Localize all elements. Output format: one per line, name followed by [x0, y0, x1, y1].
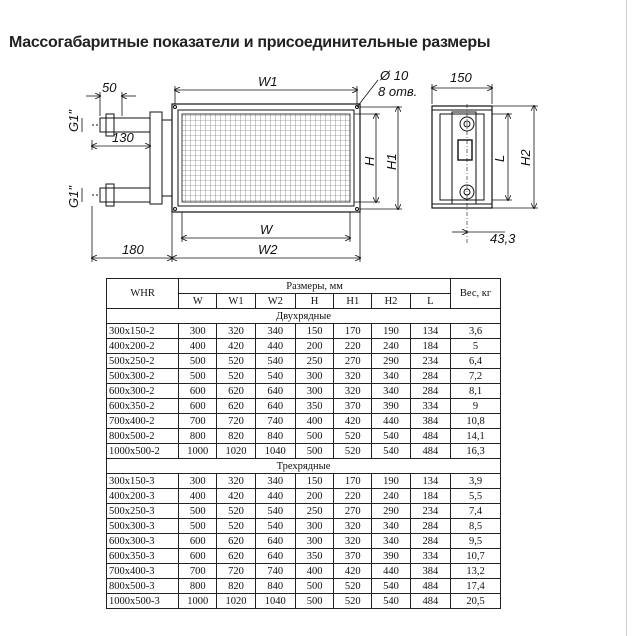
cell-h: 300 — [295, 534, 333, 549]
table-row — [107, 324, 501, 339]
cell-w2: 540 — [255, 354, 295, 369]
cell-model: 800x500-3 — [107, 579, 179, 594]
table-row — [107, 519, 501, 534]
cell-h: 500 — [295, 444, 333, 459]
cell-w: 600 — [179, 534, 217, 549]
cell-weight: 5,5 — [451, 489, 501, 504]
header-col-w1: W1 — [217, 294, 255, 309]
cell-w1: 520 — [217, 504, 255, 519]
cell-weight: 5 — [451, 339, 501, 354]
cell-weight: 9,5 — [451, 534, 501, 549]
cell-weight: 13,2 — [451, 564, 501, 579]
cell-h2: 540 — [372, 579, 410, 594]
table-group-row — [107, 459, 501, 474]
cell-l: 284 — [410, 534, 450, 549]
cell-w2: 740 — [255, 414, 295, 429]
cell-h: 350 — [295, 549, 333, 564]
cell-weight: 17,4 — [451, 579, 501, 594]
cell-h: 250 — [295, 354, 333, 369]
cell-w: 300 — [179, 324, 217, 339]
cell-w: 600 — [179, 399, 217, 414]
cell-w1: 620 — [217, 534, 255, 549]
cell-h1: 520 — [334, 444, 372, 459]
cell-model: 1000x500-2 — [107, 444, 179, 459]
cell-l: 184 — [410, 339, 450, 354]
cell-weight: 7,2 — [451, 369, 501, 384]
cell-w2: 840 — [255, 429, 295, 444]
label-l: L — [492, 154, 507, 162]
cell-h2: 540 — [372, 594, 410, 609]
cell-w1: 620 — [217, 384, 255, 399]
header-dimensions-group: Размеры, мм — [179, 279, 451, 294]
cell-l: 334 — [410, 549, 450, 564]
cell-l: 384 — [410, 414, 450, 429]
table-row — [107, 564, 501, 579]
cell-h1: 320 — [334, 534, 372, 549]
label-43-3: 43,3 — [490, 231, 516, 246]
cell-weight: 8,1 — [451, 384, 501, 399]
header-weight: Вес, кг — [451, 279, 501, 309]
side-view — [432, 104, 492, 244]
cell-h1: 170 — [334, 324, 372, 339]
label-h: H — [362, 156, 377, 166]
cell-h2: 390 — [372, 549, 410, 564]
cell-weight: 3,6 — [451, 324, 501, 339]
cell-weight: 3,9 — [451, 474, 501, 489]
cell-model: 600x350-2 — [107, 399, 179, 414]
cell-w: 500 — [179, 519, 217, 534]
cell-w1: 1020 — [217, 594, 255, 609]
cell-model: 700x400-2 — [107, 414, 179, 429]
header-model: WHR — [107, 279, 179, 309]
cell-w1: 1020 — [217, 444, 255, 459]
label-h1: H1 — [384, 153, 399, 170]
cell-w1: 620 — [217, 549, 255, 564]
cell-weight: 7,4 — [451, 504, 501, 519]
table-row — [107, 474, 501, 489]
label-w2: W2 — [258, 242, 278, 257]
cell-h: 350 — [295, 399, 333, 414]
cell-weight: 20,5 — [451, 594, 501, 609]
label-w1: W1 — [258, 74, 278, 89]
cell-l: 484 — [410, 579, 450, 594]
label-w: W — [260, 222, 273, 237]
cell-h2: 340 — [372, 519, 410, 534]
cell-w: 700 — [179, 414, 217, 429]
cell-h: 500 — [295, 579, 333, 594]
cell-h2: 290 — [372, 504, 410, 519]
table-row — [107, 489, 501, 504]
table-group-row — [107, 309, 501, 324]
header-col-w: W — [179, 294, 217, 309]
cell-h1: 170 — [334, 474, 372, 489]
cell-w1: 820 — [217, 579, 255, 594]
label-50: 50 — [102, 80, 117, 95]
cell-w1: 720 — [217, 564, 255, 579]
cell-w1: 420 — [217, 339, 255, 354]
cell-h2: 390 — [372, 399, 410, 414]
cell-h: 150 — [295, 324, 333, 339]
cell-model: 600x350-3 — [107, 549, 179, 564]
cell-w1: 320 — [217, 324, 255, 339]
group-label: Трехрядные — [107, 459, 501, 474]
cell-w2: 340 — [255, 324, 295, 339]
header-col-h: H — [295, 294, 333, 309]
cell-model: 1000x500-3 — [107, 594, 179, 609]
cell-l: 484 — [410, 594, 450, 609]
cell-h2: 190 — [372, 474, 410, 489]
cell-h: 400 — [295, 564, 333, 579]
cell-w2: 1040 — [255, 594, 295, 609]
cell-w2: 840 — [255, 579, 295, 594]
cell-model: 800x500-2 — [107, 429, 179, 444]
label-holes-count: 8 отв. — [378, 84, 418, 99]
cell-model: 600x300-3 — [107, 534, 179, 549]
cell-w: 1000 — [179, 444, 217, 459]
cell-weight: 16,3 — [451, 444, 501, 459]
cell-h1: 220 — [334, 339, 372, 354]
cell-l: 134 — [410, 324, 450, 339]
cell-w1: 820 — [217, 429, 255, 444]
cell-weight: 10,8 — [451, 414, 501, 429]
header-col-h2: H2 — [372, 294, 410, 309]
cell-h1: 370 — [334, 549, 372, 564]
cell-w1: 520 — [217, 369, 255, 384]
cell-l: 184 — [410, 489, 450, 504]
cell-h2: 340 — [372, 384, 410, 399]
cell-model: 500x300-2 — [107, 369, 179, 384]
cell-h1: 270 — [334, 504, 372, 519]
cell-w: 700 — [179, 564, 217, 579]
cell-h1: 320 — [334, 384, 372, 399]
cell-h: 200 — [295, 489, 333, 504]
cell-w2: 440 — [255, 339, 295, 354]
cell-h2: 440 — [372, 564, 410, 579]
cell-w: 400 — [179, 489, 217, 504]
group-label: Двухрядные — [107, 309, 501, 324]
cell-w1: 520 — [217, 519, 255, 534]
cell-h2: 440 — [372, 414, 410, 429]
cell-w2: 540 — [255, 504, 295, 519]
label-g1-bottom: G1" — [66, 186, 81, 208]
cell-w2: 640 — [255, 549, 295, 564]
cell-w: 600 — [179, 384, 217, 399]
cell-w: 800 — [179, 429, 217, 444]
cell-w2: 640 — [255, 384, 295, 399]
cell-model: 600x300-2 — [107, 384, 179, 399]
cell-w: 300 — [179, 474, 217, 489]
cell-l: 334 — [410, 399, 450, 414]
cell-weight: 9 — [451, 399, 501, 414]
cell-h: 200 — [295, 339, 333, 354]
cell-w1: 520 — [217, 354, 255, 369]
cell-h2: 540 — [372, 429, 410, 444]
cell-l: 284 — [410, 519, 450, 534]
table-row — [107, 384, 501, 399]
table-row — [107, 429, 501, 444]
cell-h1: 220 — [334, 489, 372, 504]
cell-h: 250 — [295, 504, 333, 519]
cell-w2: 740 — [255, 564, 295, 579]
cell-w2: 340 — [255, 474, 295, 489]
cell-l: 384 — [410, 564, 450, 579]
cell-l: 484 — [410, 429, 450, 444]
cell-h: 150 — [295, 474, 333, 489]
cell-w1: 320 — [217, 474, 255, 489]
cell-w: 500 — [179, 354, 217, 369]
cell-model: 300x150-2 — [107, 324, 179, 339]
cell-l: 284 — [410, 384, 450, 399]
cell-weight: 6,4 — [451, 354, 501, 369]
label-h2: H2 — [518, 149, 533, 166]
cell-h2: 340 — [372, 534, 410, 549]
header-col-h1: H1 — [334, 294, 372, 309]
cell-weight: 14,1 — [451, 429, 501, 444]
cell-h1: 420 — [334, 414, 372, 429]
cell-h1: 320 — [334, 369, 372, 384]
cell-model: 700x400-3 — [107, 564, 179, 579]
cell-h2: 340 — [372, 369, 410, 384]
cell-h: 300 — [295, 519, 333, 534]
cell-w2: 640 — [255, 399, 295, 414]
cell-model: 300x150-3 — [107, 474, 179, 489]
cell-w1: 720 — [217, 414, 255, 429]
table-row — [107, 414, 501, 429]
cell-h: 300 — [295, 384, 333, 399]
table-row — [107, 579, 501, 594]
table-row — [107, 354, 501, 369]
table-row — [107, 594, 501, 609]
cell-model: 500x250-3 — [107, 504, 179, 519]
cell-w: 1000 — [179, 594, 217, 609]
header-col-w2: W2 — [255, 294, 295, 309]
cell-w2: 1040 — [255, 444, 295, 459]
dimensions-table — [106, 278, 501, 609]
label-150: 150 — [450, 70, 472, 85]
cell-h2: 240 — [372, 339, 410, 354]
cell-w: 600 — [179, 549, 217, 564]
cell-h1: 370 — [334, 399, 372, 414]
cell-h1: 320 — [334, 519, 372, 534]
cell-w: 500 — [179, 504, 217, 519]
label-g1-top: G1" — [66, 110, 81, 132]
table-row — [107, 534, 501, 549]
label-130: 130 — [112, 130, 134, 145]
table-row — [107, 444, 501, 459]
cell-h2: 290 — [372, 354, 410, 369]
cell-h1: 520 — [334, 429, 372, 444]
cell-w: 800 — [179, 579, 217, 594]
front-view — [92, 104, 360, 212]
cell-h1: 420 — [334, 564, 372, 579]
cell-w: 500 — [179, 369, 217, 384]
cell-l: 284 — [410, 369, 450, 384]
cell-w2: 540 — [255, 519, 295, 534]
cell-w2: 540 — [255, 369, 295, 384]
cell-l: 234 — [410, 504, 450, 519]
table-row — [107, 549, 501, 564]
page-title: Массогабаритные показатели и присоединительные размеры — [9, 34, 491, 51]
header-col-l: L — [410, 294, 450, 309]
cell-h1: 270 — [334, 354, 372, 369]
cell-h: 400 — [295, 414, 333, 429]
cell-l: 134 — [410, 474, 450, 489]
cell-w: 400 — [179, 339, 217, 354]
cell-h1: 520 — [334, 579, 372, 594]
cell-w1: 620 — [217, 399, 255, 414]
cell-h: 500 — [295, 594, 333, 609]
table-row — [107, 399, 501, 414]
table-header — [107, 279, 501, 309]
technical-drawing — [0, 0, 640, 272]
cell-weight: 8,5 — [451, 519, 501, 534]
table-row — [107, 339, 501, 354]
cell-h2: 540 — [372, 444, 410, 459]
cell-w2: 640 — [255, 534, 295, 549]
table-row — [107, 369, 501, 384]
cell-model: 400x200-3 — [107, 489, 179, 504]
cell-model: 500x300-3 — [107, 519, 179, 534]
label-hole-diameter: Ø 10 — [380, 68, 409, 83]
label-180: 180 — [122, 242, 144, 257]
cell-l: 234 — [410, 354, 450, 369]
cell-w2: 440 — [255, 489, 295, 504]
cell-h: 300 — [295, 369, 333, 384]
cell-model: 500x250-2 — [107, 354, 179, 369]
table-row — [107, 504, 501, 519]
cell-weight: 10,7 — [451, 549, 501, 564]
cell-h: 500 — [295, 429, 333, 444]
table-body — [107, 309, 501, 609]
cell-h2: 240 — [372, 489, 410, 504]
cell-h2: 190 — [372, 324, 410, 339]
cell-w1: 420 — [217, 489, 255, 504]
cell-l: 484 — [410, 444, 450, 459]
cell-model: 400x200-2 — [107, 339, 179, 354]
cell-h1: 520 — [334, 594, 372, 609]
